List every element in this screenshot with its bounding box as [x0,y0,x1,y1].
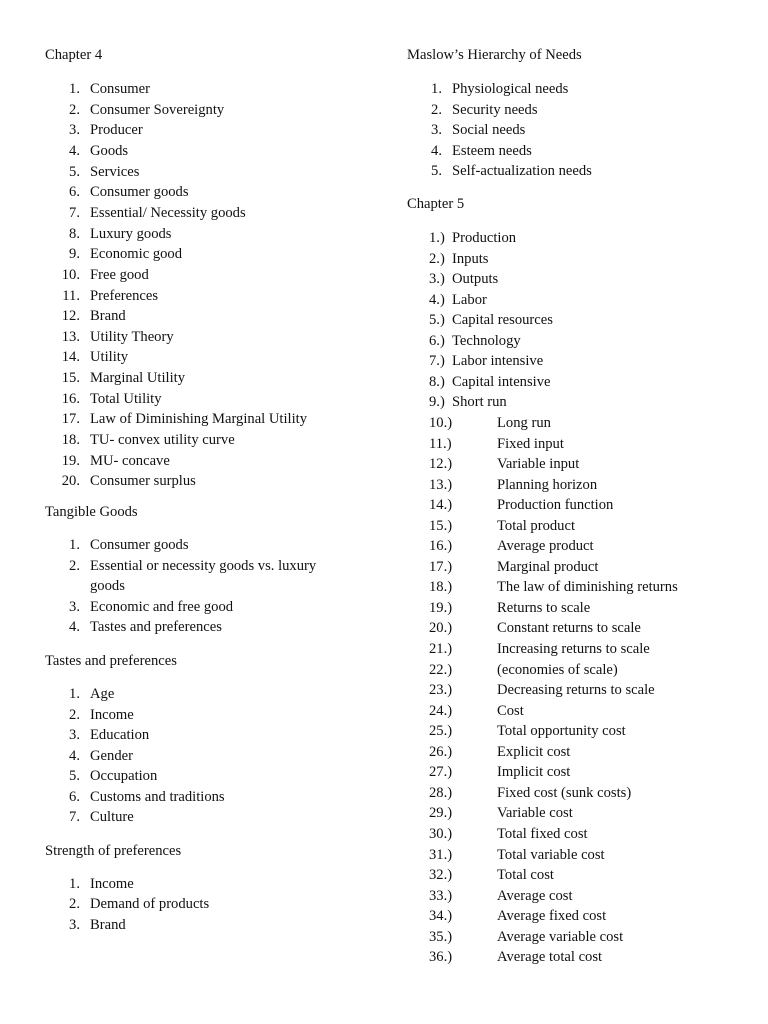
list-item-text: Inputs [452,250,489,267]
list-item-number: 36.) [429,949,453,966]
list-item-text: Total fixed cost [497,825,588,842]
list-item-number: 14.) [429,497,453,514]
list-item-text: Total Utility [90,390,162,407]
list-item-text: TU- convex utility curve [90,432,235,449]
list-item-number: 30.) [429,825,453,842]
list-item-text: Planning horizon [497,476,598,493]
list-item-text: Esteem needs [452,142,532,159]
list-item-text: Constant returns to scale [497,620,641,637]
list-item-number: 8.) [429,373,445,390]
list-item-number: 16. [61,390,80,407]
tastes-heading: Tastes and preferences [45,653,177,669]
list-item-text: Production [452,230,517,246]
list-item-number: 7. [69,204,80,221]
list-item-text: Preferences [90,287,159,304]
list-item-text: Consumer Sovereignty [90,101,225,118]
list-item-text: Physiological needs [452,81,569,97]
list-item-text: Cost [497,702,524,719]
list-item-number: 34.) [429,908,453,925]
list-item-number: 32.) [429,867,453,884]
list-item-text: Capital resources [452,312,553,329]
list-item-text: Tastes and preferences [90,619,222,636]
list-item-text: Consumer [90,81,150,97]
list-item-text: Variable cost [497,805,573,822]
list-item-text: Marginal Utility [90,370,185,387]
list-item-number: 7.) [429,353,445,370]
list-item-number: 1.) [429,230,445,246]
list-item-text: Technology [452,332,521,349]
list-item-text: Self-actualization needs [452,163,592,180]
list-item-text: Explicit cost [497,743,571,760]
list-item-number: 3. [431,122,442,139]
list-item-text: The law of diminishing returns [497,579,678,596]
list-item-number: 13.) [429,476,453,493]
list-item-number: 2. [69,896,80,913]
chapter-5-heading: Chapter 5 [407,196,465,212]
list-item-text: Essential or necessity goods vs. luxury [90,557,317,574]
list-item-text: Fixed input [497,435,564,452]
list-item-number: 17.) [429,558,453,575]
list-item-number: 10. [61,266,80,283]
list-item-text: Total variable cost [497,846,605,863]
strength-heading: Strength of preferences [45,843,182,859]
list-item-number: 12. [61,308,80,325]
list-item-text: Income [90,876,134,892]
list-item-text: Law of Diminishing Marginal Utility [90,411,307,428]
list-item-number: 1. [69,537,80,553]
list-item-number: 1. [431,81,442,97]
chapter-4-heading: Chapter 4 [45,47,103,63]
list-item-number: 15. [61,370,80,387]
list-item-text: Production function [497,497,614,514]
list-item-number: 4. [431,142,442,159]
list-item-number: 6.) [429,332,445,349]
list-item-text: Outputs [452,271,499,288]
list-item-number: 5. [69,163,80,180]
list-item-number: 21.) [429,641,453,657]
list-item-number: 2. [69,706,80,723]
list-item-text: Economic good [90,246,183,263]
list-item-number: 20.) [429,620,453,637]
list-item-text: Labor intensive [452,353,544,370]
list-item-number: 7. [69,809,80,825]
list-item-text: Total cost [497,867,554,884]
list-item-number: 35.) [429,928,453,945]
list-item-number: 23.) [429,682,453,699]
list-item-number: 2. [69,101,80,118]
list-item-text: Average cost [497,887,573,904]
list-item-number: 11.) [429,435,452,452]
list-item-number: 28.) [429,784,453,801]
list-item-number: 31.) [429,846,453,863]
list-item-text: Consumer goods [90,184,189,201]
list-item-number: 17. [61,411,80,428]
list-item-number: 4.) [429,291,445,308]
list-item-text: Brand [90,916,126,933]
list-item-text: Social needs [452,122,526,139]
list-item-number: 3. [69,916,80,933]
list-item-text: Increasing returns to scale [497,641,650,657]
list-item-text: (economies of scale) [497,661,618,678]
list-item-text: Age [90,686,115,702]
list-item-number: 4. [69,142,80,159]
list-item-number: 26.) [429,743,453,760]
list-item-number: 9. [69,246,80,263]
list-item-text: Marginal product [497,558,599,575]
list-item-number: 2. [69,557,80,574]
list-item-text: Utility [90,349,129,366]
list-item-text: Average fixed cost [497,908,607,925]
list-item-text: Short run [452,394,507,411]
list-item-number: 2. [431,101,442,118]
list-item-number: 3.) [429,271,445,288]
list-item-number: 12.) [429,456,453,473]
list-item-text: Services [90,163,140,180]
list-item-text: Average variable cost [497,928,624,945]
list-item-number: 13. [61,328,80,345]
list-item-number: 22.) [429,661,453,678]
list-item-number: 6. [69,184,80,201]
list-item-text: Gender [90,747,133,764]
list-item-number: 11. [62,287,80,304]
list-item-text: Fixed cost (sunk costs) [497,784,632,801]
list-item-number: 4. [69,747,80,764]
list-item-text: Culture [90,809,134,825]
list-item-number: 3. [69,727,80,743]
list-item-text: Free good [90,266,149,283]
list-item-number: 3. [69,598,80,615]
list-item-number: 1. [69,686,80,702]
list-item-text: Consumer surplus [90,473,196,490]
list-item-text: Consumer goods [90,537,189,553]
list-item-text: Total opportunity cost [497,723,626,740]
list-item-text: Economic and free good [90,598,234,615]
list-item-text: Average total cost [497,949,603,966]
list-item-number: 18. [61,432,80,449]
list-item-number: 1. [69,876,80,892]
list-item-number: 5.) [429,312,445,329]
list-item-number: 3. [69,122,80,139]
list-item-text: Long run [497,414,551,431]
list-item-text: Essential/ Necessity goods [90,204,246,221]
list-item-continuation: goods [90,578,125,595]
list-item-number: 14. [61,349,80,366]
list-item-text: Occupation [90,768,158,784]
list-item-text: Returns to scale [497,599,591,616]
list-item-text: Utility Theory [90,328,174,345]
list-item-text: Demand of products [90,896,210,913]
list-item-number: 24.) [429,702,453,719]
list-item-text: Decreasing returns to scale [497,682,655,699]
list-item-number: 2.) [429,250,445,267]
list-item-number: 4. [69,619,80,636]
list-item-number: 27.) [429,764,453,781]
list-item-text: Implicit cost [497,764,571,781]
list-item-number: 6. [69,788,80,805]
tangible-goods-heading: Tangible Goods [45,504,138,520]
list-item-number: 19.) [429,599,453,616]
list-item-number: 8. [69,225,80,242]
maslow-heading: Maslow’s Hierarchy of Needs [407,47,582,63]
list-item-text: Total product [497,517,576,534]
list-item-number: 19. [61,452,80,469]
list-item-text: Income [90,706,134,723]
list-item-number: 20. [61,473,80,490]
list-item-text: Brand [90,308,126,325]
list-item-number: 9.) [429,394,445,411]
list-item-number: 10.) [429,414,453,431]
list-item-text: Labor [452,291,487,308]
list-item-number: 5. [431,163,442,180]
list-item-text: Producer [90,122,143,139]
list-item-text: Average product [497,538,594,555]
list-item-number: 33.) [429,887,453,904]
list-item-number: 5. [69,768,80,784]
list-item-text: Security needs [452,101,538,118]
list-item-number: 25.) [429,723,453,740]
list-item-text: Variable input [497,456,580,473]
list-item-text: Goods [90,142,129,159]
list-item-text: Customs and traditions [90,788,225,805]
list-item-text: Education [90,727,150,743]
list-item-text: Luxury goods [90,225,172,242]
list-item-number: 15.) [429,517,453,534]
list-item-number: 18.) [429,579,453,596]
list-item-text: MU- concave [90,452,170,469]
list-item-text: Capital intensive [452,373,551,390]
list-item-number: 16.) [429,538,453,555]
list-item-number: 29.) [429,805,453,822]
list-item-number: 1. [69,81,80,97]
